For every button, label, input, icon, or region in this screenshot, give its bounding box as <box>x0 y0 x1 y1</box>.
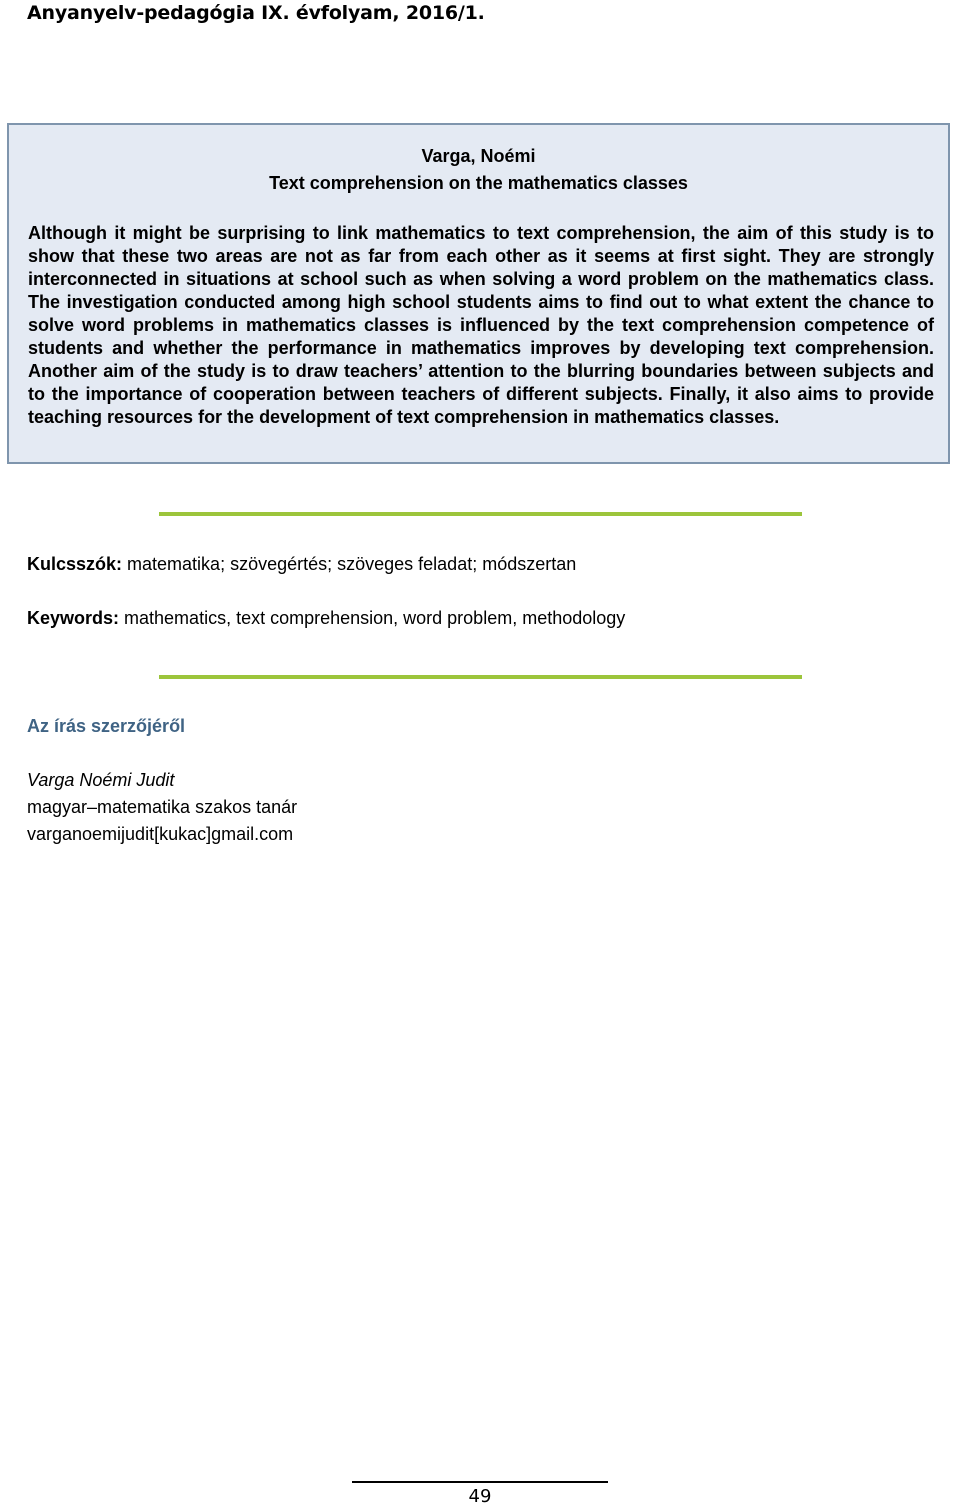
author-email: varganoemijudit[kukac]gmail.com <box>27 824 294 844</box>
keywords-hungarian-value: matematika; szövegértés; szöveges feladat; módszertan <box>122 554 577 574</box>
footer-rule <box>352 1481 608 1483</box>
keywords-hungarian-label: Kulcsszók: <box>27 554 123 574</box>
abstract-box <box>7 123 950 464</box>
abstract-title: Text comprehension on the mathematics classes <box>269 173 688 193</box>
green-divider-top <box>159 512 802 516</box>
author-role: magyar–matematika szakos tanár <box>27 797 298 817</box>
about-author-heading: Az írás szerzőjéről <box>27 716 186 736</box>
abstract-text: Although it might be surprising to link mathematics to text comprehension, the aim of this study is to show that these two areas are not as far from each other as it seems at first sight. They are strongly interconnected in situations at school such as when solving a word problem on the mathematics class. The investigation conducted among high school students aims to find out to what extent the chance to solve word problems in mathematics classes is influenced by the text comprehension competence of students and whether the performance in mathematics improves by developing text comprehension. Another aim of the study is to draw teachers’ attention to the blurring boundaries between subjects and to the importance of cooperation between teachers of different subjects. Finally, it also aims to provide teaching resources for the development of text comprehension in mathematics classes. <box>28 223 934 427</box>
keywords-english <box>27 608 625 629</box>
keywords-english-value: mathematics, text comprehension, word problem, methodology <box>119 608 626 628</box>
page-number: 49 <box>468 1486 492 1507</box>
author-name: Varga Noémi Judit <box>27 770 175 790</box>
keywords-english-label: Keywords: <box>27 608 120 628</box>
keywords-hungarian <box>27 554 576 575</box>
journal-header: Anyanyelv-pedagógia IX. évfolyam, 2016/1. <box>27 2 485 24</box>
green-divider-bottom <box>159 675 802 679</box>
abstract-author: Varga, Noémi <box>421 146 536 166</box>
